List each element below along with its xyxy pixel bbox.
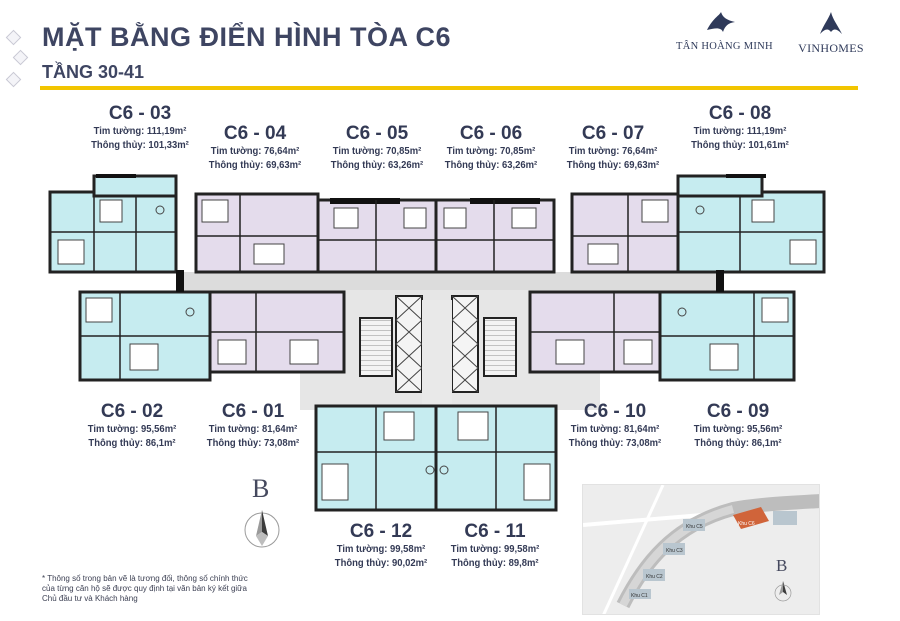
unit-plan-c6-06 xyxy=(436,198,554,272)
unit-net-area: Thông thủy: 101,61m² xyxy=(691,139,789,151)
unit-name: C6 - 04 xyxy=(223,123,287,144)
unit-name: C6 - 05 xyxy=(345,123,409,144)
unit-label-c6-06 xyxy=(436,124,546,172)
unit-net-area: Thông thủy: 89,8m² xyxy=(451,557,539,569)
developer-name: TÂN HOÀNG MINH xyxy=(676,41,773,52)
unit-net-area: Thông thủy: 69,63m² xyxy=(566,159,660,171)
unit-net-area: Thông thủy: 101,33m² xyxy=(91,139,189,151)
unit-net-area: Thông thủy: 86,1m² xyxy=(694,437,782,449)
unit-net-area: Thông thủy: 63,26m² xyxy=(330,159,424,171)
compass-icon xyxy=(242,506,282,550)
unit-gross-area: Tim tường: 99,58m² xyxy=(450,543,540,555)
unit-name: C6 - 12 xyxy=(349,521,413,542)
unit-name: C6 - 03 xyxy=(108,103,172,124)
north-label: B xyxy=(252,474,270,503)
map-north-label: B xyxy=(776,556,788,575)
unit-gross-area: Tim tường: 76,64m² xyxy=(568,145,658,157)
unit-gross-area: Tim tường: 76,64m² xyxy=(210,145,300,157)
unit-plan-c6-02 xyxy=(80,292,210,380)
project-name: VINHOMES xyxy=(798,41,864,55)
unit-label-c6-08 xyxy=(680,104,800,152)
unit-plan-c6-09 xyxy=(660,292,794,380)
unit-label-c6-03 xyxy=(80,104,200,152)
unit-plan-c6-12 xyxy=(316,406,436,510)
unit-net-area: Thông thủy: 73,08m² xyxy=(206,437,300,449)
map-tower-label: Khu C5 xyxy=(686,524,703,530)
unit-gross-area: Tim tường: 70,85m² xyxy=(446,145,536,157)
unit-gross-area: Tim tường: 95,56m² xyxy=(693,423,783,435)
unit-net-area: Thông thủy: 73,08m² xyxy=(568,437,662,449)
unit-net-area: Thông thủy: 90,02m² xyxy=(334,557,428,569)
unit-gross-area: Tim tường: 95,56m² xyxy=(87,423,177,435)
unit-label-c6-02 xyxy=(82,402,182,450)
map-tower-label: Khu C2 xyxy=(646,574,663,580)
unit-plan-c6-01 xyxy=(210,292,344,372)
floor-range: TẦNG 30-41 xyxy=(42,62,145,82)
map-tower-label: Khu C6 xyxy=(738,521,755,527)
unit-name: C6 - 10 xyxy=(583,401,647,422)
unit-gross-area: Tim tường: 81,64m² xyxy=(570,423,660,435)
map-tower-label: Khu C1 xyxy=(631,593,648,599)
unit-net-area: Thông thủy: 69,63m² xyxy=(208,159,302,171)
unit-label-c6-09 xyxy=(686,402,790,450)
map-tower-label: Khu C3 xyxy=(666,548,683,554)
unit-name: C6 - 07 xyxy=(581,123,645,144)
unit-name: C6 - 08 xyxy=(708,103,772,124)
unit-label-c6-01 xyxy=(198,402,308,450)
unit-gross-area: Tim tường: 111,19m² xyxy=(693,125,787,137)
unit-label-c6-07 xyxy=(558,124,668,172)
unit-name: C6 - 09 xyxy=(706,401,770,422)
unit-name: C6 - 01 xyxy=(221,401,285,422)
unit-gross-area: Tim tường: 99,58m² xyxy=(336,543,426,555)
unit-plan-c6-07 xyxy=(572,194,678,272)
unit-plan-c6-03 xyxy=(50,176,176,272)
unit-name: C6 - 02 xyxy=(100,401,164,422)
unit-net-area: Thông thủy: 86,1m² xyxy=(88,437,176,449)
unit-name: C6 - 11 xyxy=(464,521,526,542)
unit-name: C6 - 06 xyxy=(459,123,523,144)
disclaimer-note: * Thông số trong bản vẽ là tương đối, thông số chính thức của từng căn hộ sẽ được quy định tại văn bản ký kết giữa Chủ đầu tư và Khách hàng xyxy=(42,574,248,603)
map-compass-icon xyxy=(774,580,792,602)
unit-gross-area: Tim tường: 81,64m² xyxy=(208,423,298,435)
page-title: MẶT BẰNG ĐIỂN HÌNH TÒA C6 xyxy=(42,22,451,52)
unit-plan-c6-10 xyxy=(530,292,660,372)
unit-plan-c6-08 xyxy=(678,176,824,272)
unit-label-c6-04 xyxy=(200,124,310,172)
unit-net-area: Thông thủy: 63,26m² xyxy=(444,159,538,171)
unit-label-c6-11 xyxy=(440,522,550,570)
unit-plan-c6-11 xyxy=(436,406,556,510)
unit-label-c6-10 xyxy=(560,402,670,450)
unit-label-c6-12 xyxy=(326,522,436,570)
unit-plan-c6-05 xyxy=(318,198,436,272)
unit-label-c6-05 xyxy=(322,124,432,172)
unit-plan-c6-04 xyxy=(196,194,318,272)
unit-gross-area: Tim tường: 70,85m² xyxy=(332,145,422,157)
unit-gross-area: Tim tường: 111,19m² xyxy=(93,125,187,137)
